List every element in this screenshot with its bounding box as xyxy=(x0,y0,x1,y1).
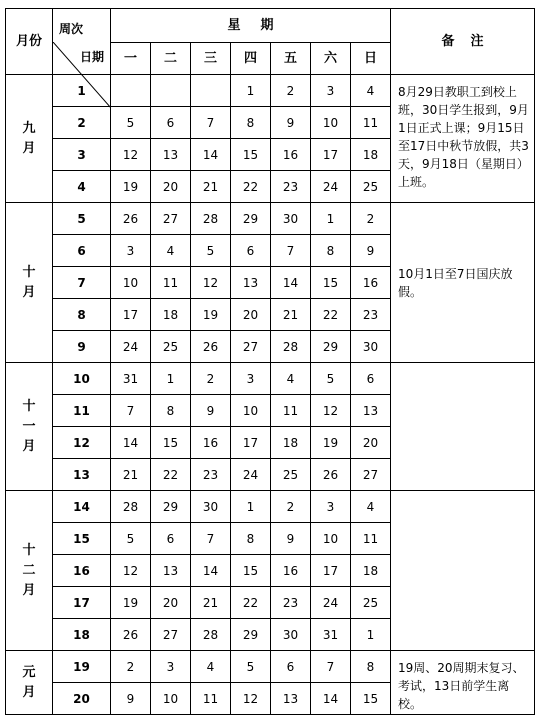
day-cell: 8 xyxy=(311,235,351,267)
month-cell xyxy=(6,203,53,363)
day-cell: 25 xyxy=(351,171,391,203)
day-cell: 3 xyxy=(231,363,271,395)
day-cell: 19 xyxy=(111,171,151,203)
day-cell: 4 xyxy=(191,651,231,683)
week-label: 周次 xyxy=(59,21,84,36)
day-cell: 28 xyxy=(191,203,231,235)
day-cell: 8 xyxy=(151,395,191,427)
day-cell: 1 xyxy=(151,363,191,395)
day-cell: 8 xyxy=(231,107,271,139)
week-number: 1 xyxy=(53,75,111,107)
week-number: 5 xyxy=(53,203,111,235)
day-cell: 30 xyxy=(351,331,391,363)
day-cell: 25 xyxy=(351,587,391,619)
week-number: 13 xyxy=(53,459,111,491)
day-cell: 20 xyxy=(151,171,191,203)
day-cell: 1 xyxy=(231,491,271,523)
week-number: 8 xyxy=(53,299,111,331)
day-cell: 14 xyxy=(191,139,231,171)
day-cell: 3 xyxy=(311,491,351,523)
weekday-header: 日 xyxy=(351,43,391,75)
day-cell: 29 xyxy=(151,491,191,523)
week-number: 6 xyxy=(53,235,111,267)
day-cell: 10 xyxy=(311,523,351,555)
day-cell: 1 xyxy=(351,619,391,651)
week-number: 4 xyxy=(53,171,111,203)
month-name: 元月 xyxy=(22,664,36,700)
day-cell: 15 xyxy=(311,267,351,299)
day-cell: 24 xyxy=(231,459,271,491)
day-cell: 27 xyxy=(151,203,191,235)
day-cell: 28 xyxy=(111,491,151,523)
day-cell: 16 xyxy=(351,267,391,299)
day-cell: 25 xyxy=(271,459,311,491)
day-cell: 9 xyxy=(271,523,311,555)
day-cell: 19 xyxy=(111,587,151,619)
day-cell: 26 xyxy=(111,203,151,235)
day-cell: 1 xyxy=(311,203,351,235)
day-cell: 13 xyxy=(271,683,311,715)
day-cell: 1 xyxy=(231,75,271,107)
day-cell: 2 xyxy=(111,651,151,683)
day-cell: 11 xyxy=(351,107,391,139)
day-cell: 21 xyxy=(271,299,311,331)
day-cell: 27 xyxy=(231,331,271,363)
day-cell xyxy=(151,75,191,107)
day-cell: 5 xyxy=(311,363,351,395)
day-cell: 26 xyxy=(191,331,231,363)
day-cell: 31 xyxy=(111,363,151,395)
week-number: 2 xyxy=(53,107,111,139)
day-cell: 14 xyxy=(271,267,311,299)
day-cell: 14 xyxy=(191,555,231,587)
day-cell: 7 xyxy=(271,235,311,267)
day-cell: 26 xyxy=(311,459,351,491)
day-cell: 22 xyxy=(231,587,271,619)
day-cell: 19 xyxy=(311,427,351,459)
day-cell: 26 xyxy=(111,619,151,651)
month-name: 十二月 xyxy=(22,542,36,598)
day-cell: 30 xyxy=(271,203,311,235)
week-row xyxy=(6,203,535,235)
day-cell: 12 xyxy=(191,267,231,299)
note-cell xyxy=(391,491,535,651)
day-cell: 13 xyxy=(151,555,191,587)
week-number: 9 xyxy=(53,331,111,363)
day-cell: 6 xyxy=(351,363,391,395)
day-cell: 31 xyxy=(311,619,351,651)
day-cell: 6 xyxy=(151,107,191,139)
day-cell: 6 xyxy=(271,651,311,683)
day-cell: 10 xyxy=(151,683,191,715)
day-cell: 29 xyxy=(231,203,271,235)
day-cell: 2 xyxy=(271,75,311,107)
day-cell: 4 xyxy=(151,235,191,267)
day-cell: 28 xyxy=(271,331,311,363)
month-name: 十一月 xyxy=(22,398,36,454)
day-cell: 8 xyxy=(351,651,391,683)
day-cell: 23 xyxy=(271,587,311,619)
day-cell: 20 xyxy=(231,299,271,331)
week-number: 3 xyxy=(53,139,111,171)
day-cell: 29 xyxy=(311,331,351,363)
day-cell: 24 xyxy=(111,331,151,363)
week-number: 11 xyxy=(53,395,111,427)
day-cell: 2 xyxy=(271,491,311,523)
weekday-header: 六 xyxy=(311,43,351,75)
day-cell: 27 xyxy=(351,459,391,491)
day-cell: 21 xyxy=(111,459,151,491)
day-cell: 17 xyxy=(311,139,351,171)
day-cell: 11 xyxy=(351,523,391,555)
day-cell: 14 xyxy=(111,427,151,459)
day-cell: 29 xyxy=(231,619,271,651)
day-cell: 5 xyxy=(231,651,271,683)
weekday-header: 三 xyxy=(191,43,231,75)
day-cell: 17 xyxy=(311,555,351,587)
week-number: 17 xyxy=(53,587,111,619)
day-cell: 3 xyxy=(111,235,151,267)
day-cell: 16 xyxy=(191,427,231,459)
day-cell: 28 xyxy=(191,619,231,651)
day-cell: 5 xyxy=(111,523,151,555)
day-cell: 22 xyxy=(311,299,351,331)
day-cell: 25 xyxy=(151,331,191,363)
day-cell: 15 xyxy=(351,683,391,715)
day-cell: 2 xyxy=(351,203,391,235)
week-number: 20 xyxy=(53,683,111,715)
day-cell: 19 xyxy=(191,299,231,331)
month-cell xyxy=(6,491,53,651)
week-number: 19 xyxy=(53,651,111,683)
day-cell: 18 xyxy=(351,139,391,171)
day-cell: 21 xyxy=(191,587,231,619)
month-header: 月份 xyxy=(6,9,53,75)
day-cell: 30 xyxy=(271,619,311,651)
day-cell: 7 xyxy=(191,107,231,139)
week-number: 16 xyxy=(53,555,111,587)
day-cell: 5 xyxy=(191,235,231,267)
day-cell: 22 xyxy=(151,459,191,491)
day-cell: 10 xyxy=(311,107,351,139)
week-number: 14 xyxy=(53,491,111,523)
day-cell: 7 xyxy=(311,651,351,683)
week-row xyxy=(6,363,535,395)
day-cell: 23 xyxy=(351,299,391,331)
day-cell: 16 xyxy=(271,555,311,587)
day-cell: 4 xyxy=(351,75,391,107)
month-cell xyxy=(6,75,53,203)
day-cell: 9 xyxy=(271,107,311,139)
month-name: 十月 xyxy=(22,264,36,300)
week-number: 12 xyxy=(53,427,111,459)
day-cell: 4 xyxy=(271,363,311,395)
day-cell: 30 xyxy=(191,491,231,523)
day-cell: 12 xyxy=(311,395,351,427)
day-cell: 5 xyxy=(111,107,151,139)
weekday-header: 五 xyxy=(271,43,311,75)
weekday-header: 一 xyxy=(111,43,151,75)
day-cell: 11 xyxy=(151,267,191,299)
day-cell: 6 xyxy=(231,235,271,267)
diagonal-header-cell xyxy=(53,9,111,75)
day-cell: 17 xyxy=(111,299,151,331)
day-cell: 23 xyxy=(271,171,311,203)
note-cell: 10月1日至7日国庆放假。 xyxy=(391,203,535,363)
date-label: 日期 xyxy=(79,49,104,64)
weekday-header: 二 xyxy=(151,43,191,75)
day-cell: 13 xyxy=(151,139,191,171)
day-cell: 2 xyxy=(191,363,231,395)
month-name: 九月 xyxy=(22,120,36,156)
day-cell: 9 xyxy=(111,683,151,715)
day-cell: 15 xyxy=(151,427,191,459)
day-cell: 6 xyxy=(151,523,191,555)
week-row xyxy=(6,491,535,523)
day-cell: 3 xyxy=(311,75,351,107)
day-cell: 20 xyxy=(151,587,191,619)
day-cell: 17 xyxy=(231,427,271,459)
day-cell: 16 xyxy=(271,139,311,171)
day-cell: 4 xyxy=(351,491,391,523)
day-cell: 7 xyxy=(191,523,231,555)
week-number: 15 xyxy=(53,523,111,555)
day-cell: 13 xyxy=(351,395,391,427)
day-cell: 20 xyxy=(351,427,391,459)
week-number: 18 xyxy=(53,619,111,651)
day-cell: 27 xyxy=(151,619,191,651)
day-cell: 11 xyxy=(271,395,311,427)
day-cell: 22 xyxy=(231,171,271,203)
day-cell: 12 xyxy=(231,683,271,715)
day-cell xyxy=(111,75,151,107)
day-cell: 11 xyxy=(191,683,231,715)
day-cell: 12 xyxy=(111,555,151,587)
week-row xyxy=(6,651,535,683)
month-cell xyxy=(6,363,53,491)
day-cell: 23 xyxy=(191,459,231,491)
day-cell: 21 xyxy=(191,171,231,203)
day-cell: 9 xyxy=(351,235,391,267)
day-cell: 18 xyxy=(271,427,311,459)
day-cell: 18 xyxy=(151,299,191,331)
day-cell: 12 xyxy=(111,139,151,171)
day-cell: 15 xyxy=(231,139,271,171)
weekday-group-header: 星期 xyxy=(111,9,391,43)
note-cell: 19周、20周期末复习、考试，13日前学生离校。 xyxy=(391,651,535,715)
day-cell: 10 xyxy=(111,267,151,299)
day-cell: 24 xyxy=(311,587,351,619)
day-cell: 15 xyxy=(231,555,271,587)
day-cell: 3 xyxy=(151,651,191,683)
week-number: 7 xyxy=(53,267,111,299)
note-cell xyxy=(391,363,535,491)
day-cell: 10 xyxy=(231,395,271,427)
day-cell: 7 xyxy=(111,395,151,427)
day-cell: 8 xyxy=(231,523,271,555)
week-number: 10 xyxy=(53,363,111,395)
day-cell xyxy=(191,75,231,107)
note-cell: 8月29日教职工到校上班，30日学生报到，9月1日正式上课；9月15日至17日中秋节放假，共3天，9月18日（星期日）上班。 xyxy=(391,75,535,203)
day-cell: 9 xyxy=(191,395,231,427)
weekday-header: 四 xyxy=(231,43,271,75)
day-cell: 13 xyxy=(231,267,271,299)
note-header: 备注 xyxy=(391,9,535,75)
school-calendar-table xyxy=(5,8,535,715)
day-cell: 14 xyxy=(311,683,351,715)
day-cell: 24 xyxy=(311,171,351,203)
month-cell xyxy=(6,651,53,715)
day-cell: 18 xyxy=(351,555,391,587)
